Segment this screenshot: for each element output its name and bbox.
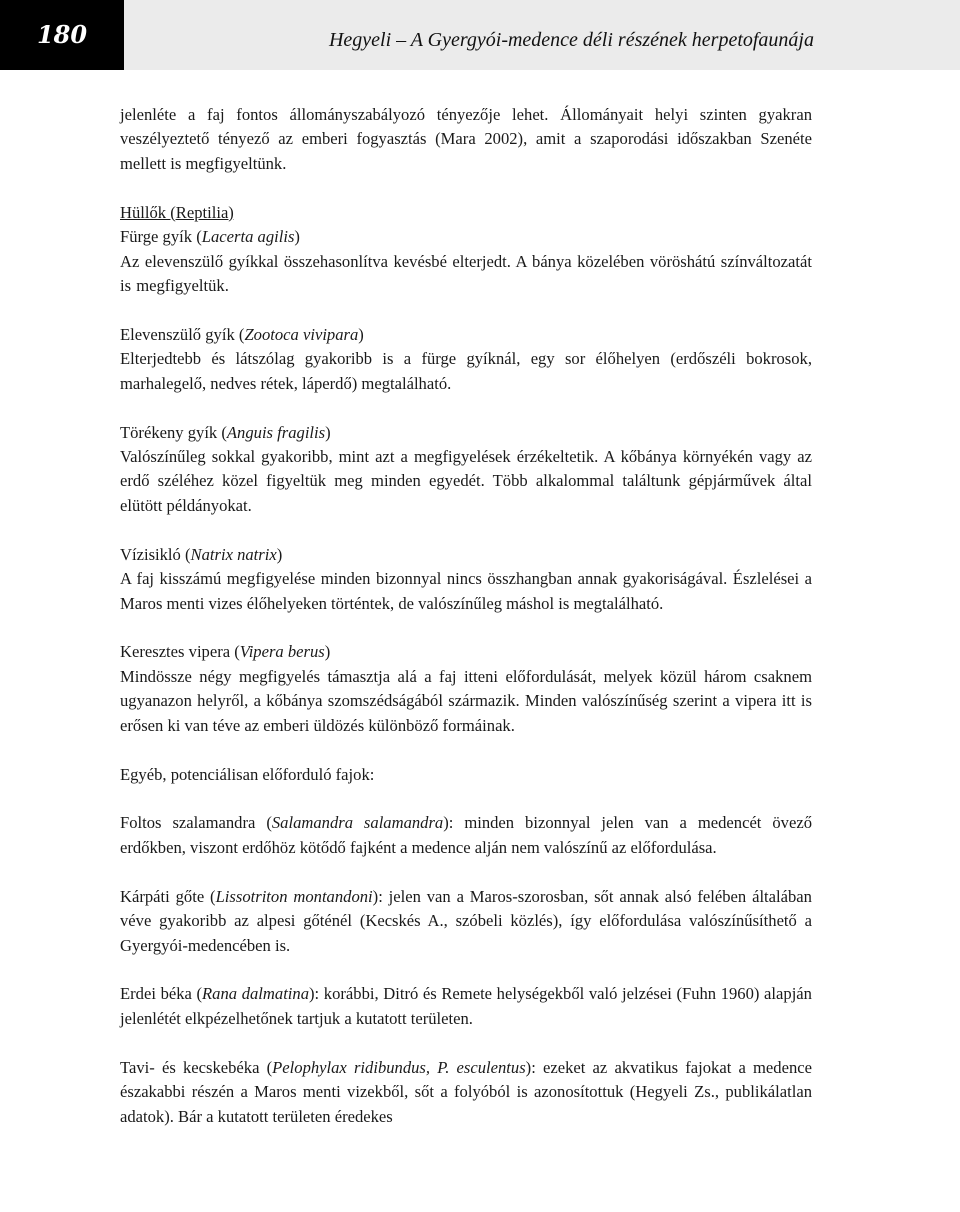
latin-name: Vipera berus (239, 642, 325, 662)
species-title-vipera: Keresztes vipera (Vipera berus) (120, 642, 331, 662)
section-heading-other: Egyéb, potenciálisan előforduló fajok: (120, 764, 375, 784)
latin-name: Zootoca vivipara (244, 324, 359, 344)
section-heading-reptiles: Hüllők (Reptilia) (120, 202, 234, 222)
species-entry-pelophylax: Tavi- és kecskebéka (Pelophylax ridibundus, P. esculentus): ezeket az akvatikus fajokat a medence északabbi részén a Maros menti vizekből, sőt a folyóból is azonosítottuk (Hegyeli Zs., publikálatlan adatok). Bár a kutatott területen éredekes (120, 1057, 812, 1126)
latin-name: Natrix natrix (190, 544, 277, 564)
page-number: 180 (0, 0, 124, 70)
species-text-natrix: A faj kisszámú megfigyelése minden bizonnyal nincs összhangban annak gyakoriságával. Észlelései a Maros menti vizes élőhelyeken történtek, de valószínűleg máshol is megtalálható. (120, 569, 812, 613)
latin-name: Lissotriton montandoni (215, 886, 373, 906)
running-title: Hegyeli – A Gyergyói-medence déli részének herpetofaunája (124, 0, 960, 70)
latin-name: Pelophylax ridibundus, P. esculentus (272, 1057, 526, 1077)
species-text-zootoca: Elterjedtebb és látszólag gyakoribb is a fürge gyíknál, egy sor élőhelyen (erdőszéli bokrosok, marhalegelő, nedves rétek, láperdő) megtalálható. (120, 349, 812, 393)
latin-name: Lacerta agilis (201, 227, 295, 247)
species-title-zootoca: Elevenszülő gyík (Zootoca vivipara) (120, 324, 364, 344)
latin-name: Salamandra salamandra (271, 813, 444, 833)
latin-name: Rana dalmatina (202, 984, 310, 1004)
species-entry-salamandra: Foltos szalamandra (Salamandra salamandra): minden bizonnyal jelen van a medencét övező erdőkben, viszont erdőhöz kötődő fajként a medence alján nem valószínű az előfordulása. (120, 813, 812, 857)
species-entry-rana: Erdei béka (Rana dalmatina): korábbi, Ditró és Remete helységekből való jelzései (Fuhn 1960) alapján jelenlétét elkpézelhetőnek tartjuk a kutatott területen. (120, 984, 812, 1028)
species-text-vipera: Mindössze négy megfigyelés támasztja alá a faj itteni előfordulását, melyek közül három csaknem ugyanazon helyről, a kőbánya szomszédságából származik. Minden valószínűség szerint a vipera itt is erősen ki van téve az emberi üldözés különböző formáinak. (120, 666, 812, 735)
latin-name: Anguis fragilis (226, 422, 326, 442)
running-header (0, 0, 960, 70)
species-title-natrix: Vízisikló (Natrix natrix) (120, 544, 283, 564)
species-title-anguis: Törékeny gyík (Anguis fragilis) (120, 422, 331, 442)
species-title-lacerta: Fürge gyík (Lacerta agilis) (120, 227, 300, 247)
body-text (120, 103, 812, 1129)
species-text-lacerta: Az elevenszülő gyíkkal összehasonlítva kevésbé elterjedt. A bánya közelében vöröshátú színváltozatát is megfigyeltük. (120, 251, 812, 295)
intro-paragraph: jelenléte a faj fontos állományszabályozó tényezője lehet. Állományait helyi szinten gyakran veszélyeztető tényező az emberi fogyasztás (Mara 2002), amit a szaporodási időszakban Szenéte mellett is megfigyeltünk. (120, 105, 812, 173)
species-text-anguis: Valószínűleg sokkal gyakoribb, mint azt a megfigyelések érzékeltetik. A kőbánya környékén vagy az erdő széléhez közel figyeltük meg minden egyedét. Több alkalommal találtunk gépjárművek által elütött példányokat. (120, 446, 812, 515)
species-entry-lissotriton: Kárpáti gőte (Lissotriton montandoni): jelen van a Maros-szorosban, sőt annak alsó felében általában véve gyakoribb az alpesi gőténél (Kecskés A., szóbeli közlés), így előfordulása valószínűsíthető a Gyergyói-medencében is. (120, 886, 812, 955)
